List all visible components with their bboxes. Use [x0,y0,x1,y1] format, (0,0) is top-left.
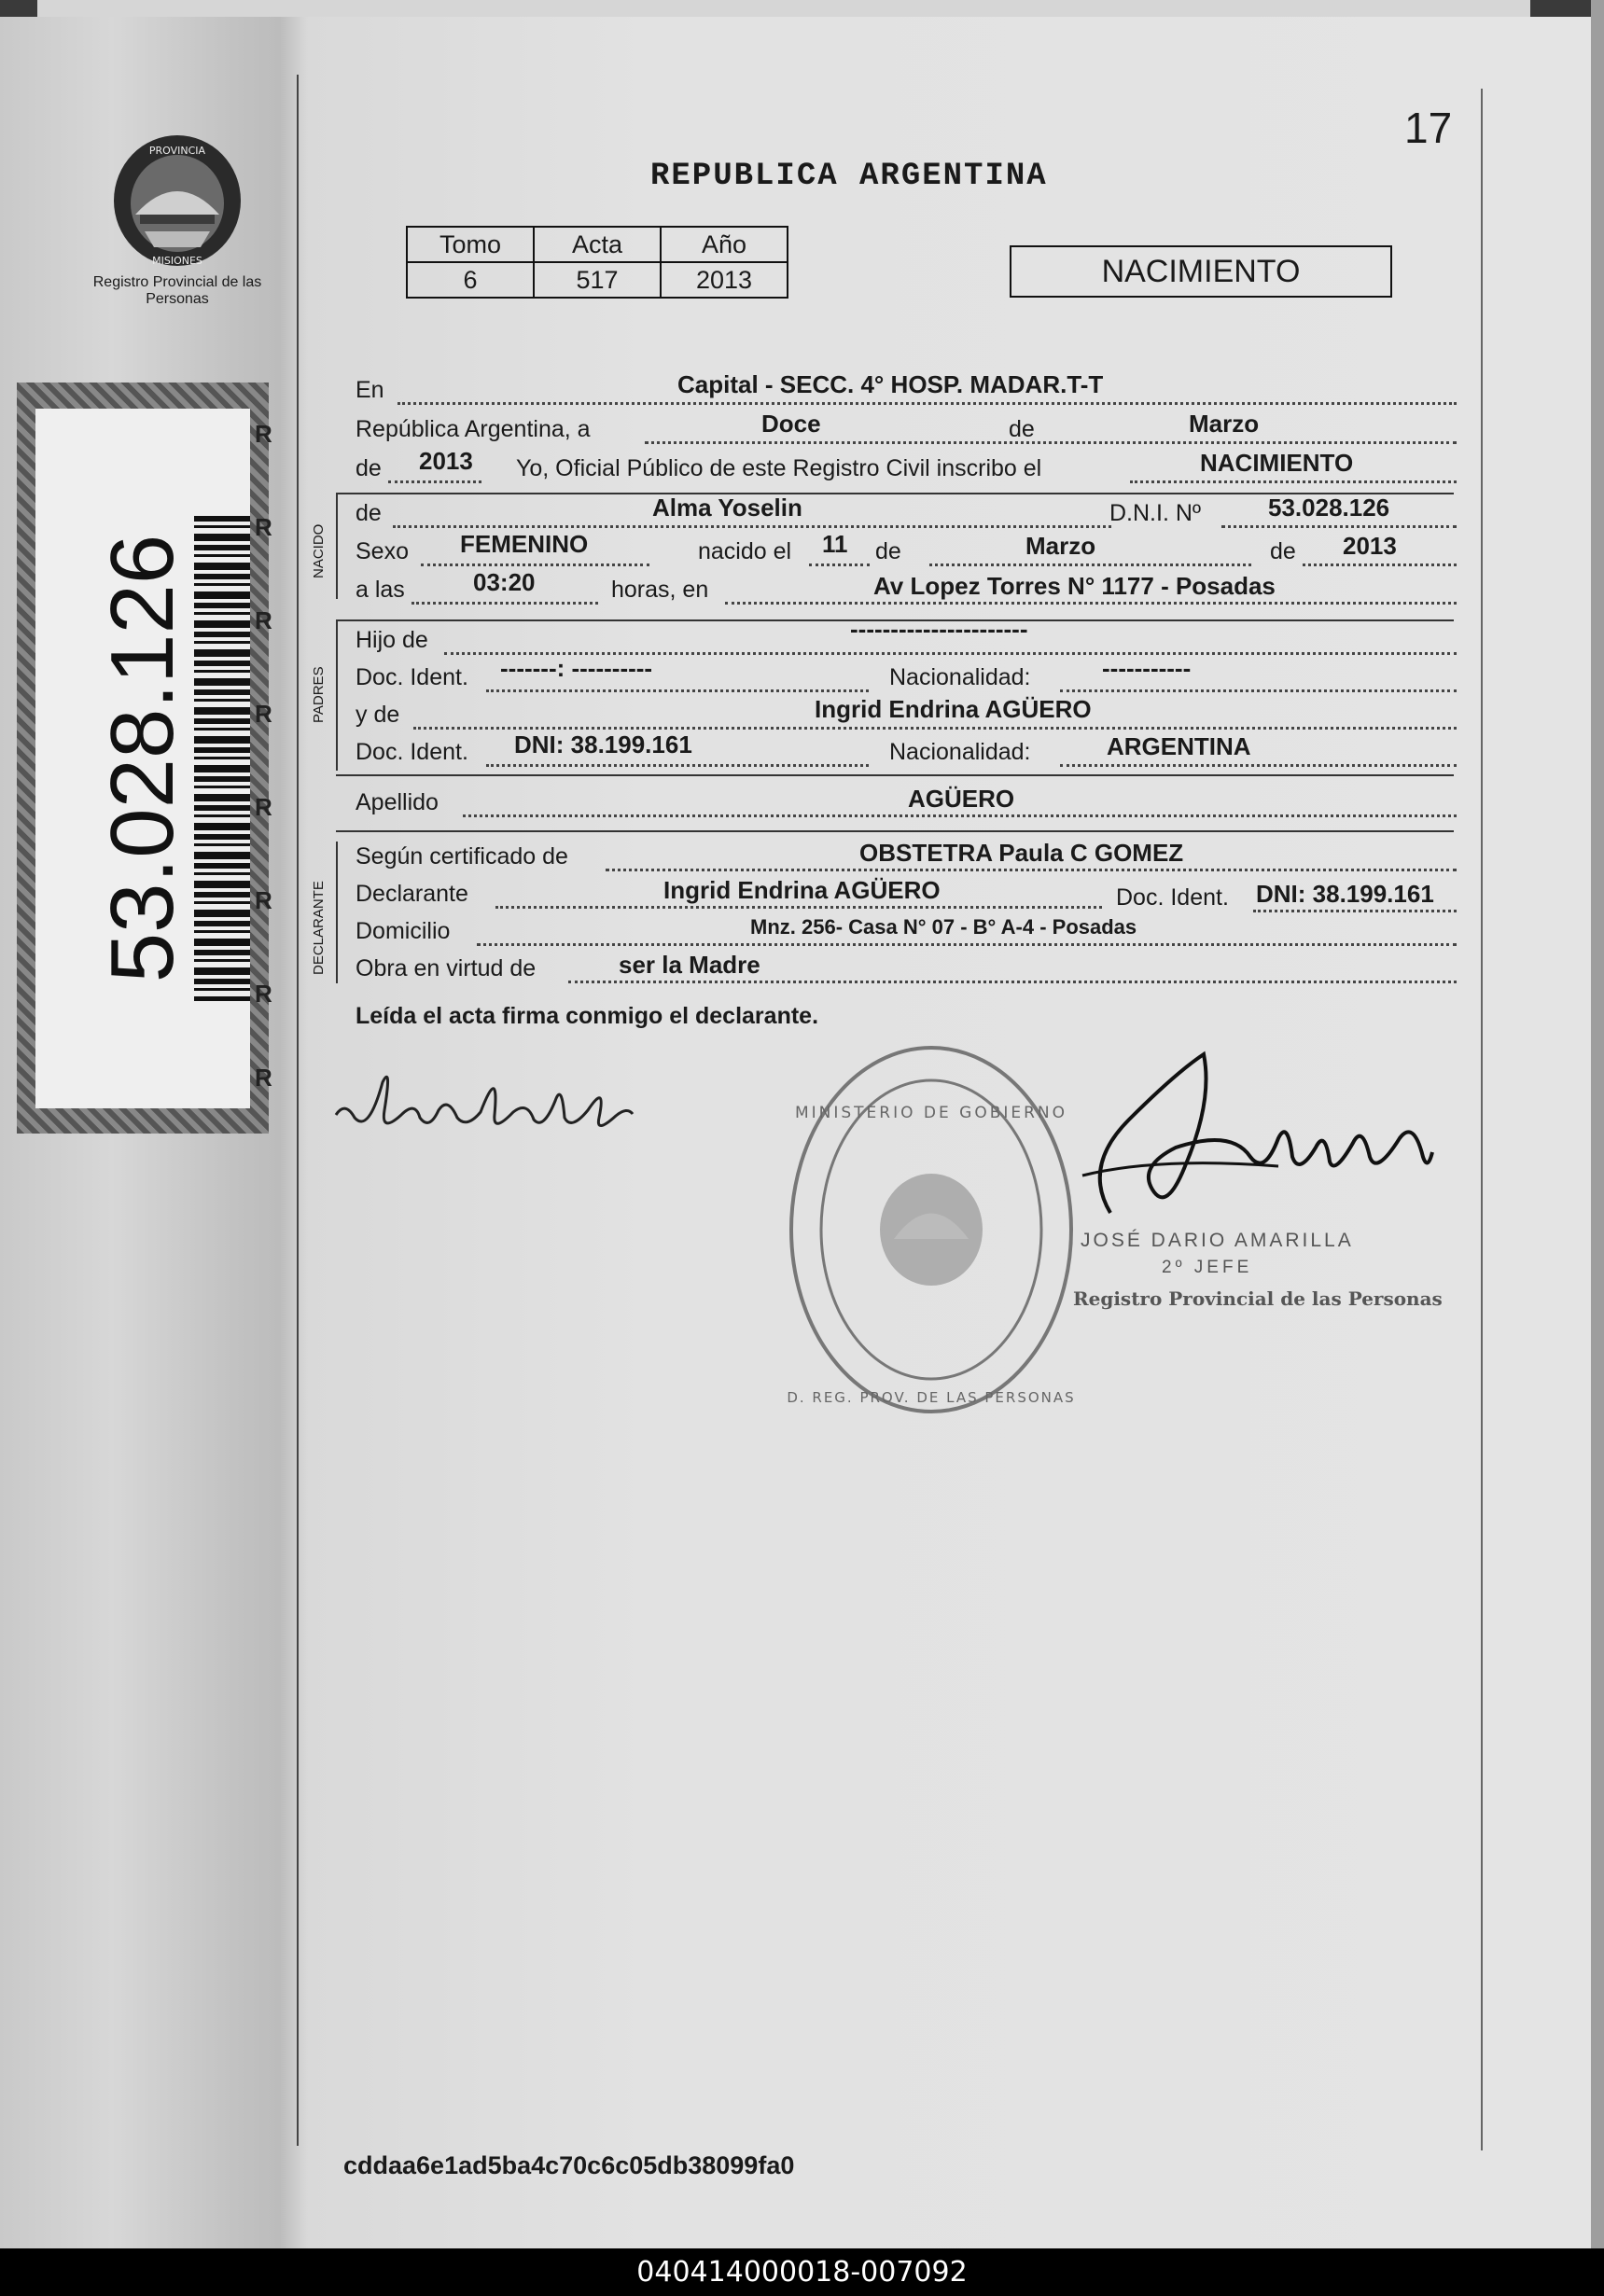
nacido-bracket [336,494,338,599]
declarante-side-label: DECLARANTE [311,881,327,975]
apellido-label: Apellido [356,789,439,815]
declarante-label: Declarante [356,881,468,907]
mes-value: Marzo [1189,410,1260,438]
declarante-bracket [336,842,338,983]
doc1-value: -------: ---------- [500,654,653,682]
padres-bracket [336,621,338,771]
svg-text:MISIONES: MISIONES [152,255,202,267]
barcode-bars [194,516,250,1001]
sexo-label: Sexo [356,538,409,564]
lugar-value: Av Lopez Torres N° 1177 - Posadas [873,572,1276,600]
tomo-value: 6 [407,262,534,298]
nac2-label: Nacionalidad: [889,739,1031,765]
anio-header: Año [661,227,788,262]
record-type-box: NACIMIENTO [1010,245,1392,298]
row-obra [356,950,1457,987]
nacido-side-label: NACIDO [311,523,327,578]
row-hora [356,568,1457,608]
row-domicilio [356,912,1457,950]
logo-caption: Registro Provincial de las Personas [92,274,262,307]
official-stamp [782,1038,1081,1426]
row-certificado [356,838,1457,875]
nac1-value: ----------- [1102,654,1192,682]
barcode-letter: R [255,1064,272,1092]
signatory-org: Registro Provincial de las Personas [1073,1287,1443,1310]
decl-doc-label: Doc. Ident. [1116,884,1229,911]
sexo-value: FEMENINO [460,530,589,558]
declarante-value: Ingrid Endrina AGÜERO [663,876,941,904]
horas-en-label: horas, en [611,577,709,603]
separator [336,830,1454,832]
decl-doc-value: DNI: 38.199.161 [1256,880,1434,908]
barcode-label [17,383,272,1134]
tipo-value: NACIMIENTO [1200,449,1354,477]
nacido-dia: 11 [822,530,848,558]
nacido-de-label: de [875,538,901,564]
dni-label: D.N.I. Nº [1109,500,1202,526]
document-hash: cddaa6e1ad5ba4c70c6c05db38099fa0 [343,2151,795,2179]
hijo-label: Hijo de [356,627,428,653]
dni-value: 53.028.126 [1268,494,1390,522]
acta-header: Acta [534,227,661,262]
obra-value: ser la Madre [619,951,760,979]
padres-side-label: PADRES [311,666,327,723]
acta-value: 517 [534,262,661,298]
row-republica [356,410,1457,448]
officer-signature [1045,1036,1437,1245]
row-doc2 [356,733,1457,771]
nacido-anio-label: de [1270,538,1296,564]
top-scan-edge [0,0,1604,17]
footer-id-bar: 040414000018-007092 [0,2248,1604,2296]
doc2-label: Doc. Ident. [356,739,468,765]
alas-label: a las [356,577,405,603]
barcode-letter: R [255,420,272,448]
dia-value: Doce [761,410,821,438]
apellido-value: AGÜERO [908,785,1015,813]
reference-table [406,226,788,299]
barcode-letter: R [255,793,272,821]
tomo-header: Tomo [407,227,534,262]
nombre-value: Alma Yoselin [652,494,802,522]
nac2-value: ARGENTINA [1107,732,1251,760]
nombre-label: de [356,500,382,526]
republica-label: República Argentina, a [356,416,591,442]
domicilio-label: Domicilio [356,918,451,944]
yo-text: Yo, Oficial Público de este Registro Civil inscribo el [516,455,1042,481]
declarant-signature [327,1045,644,1152]
madre-value: Ingrid Endrina AGÜERO [815,695,1092,723]
de-year-label: de [356,455,382,481]
anio-value: 2013 [419,447,473,475]
barcode-letter: R [255,980,272,1008]
right-scan-edge [1591,0,1604,2248]
barcode-letter: R [255,886,272,914]
row-en [356,371,1457,409]
certificado-value: OBSTETRA Paula C GOMEZ [859,839,1184,867]
en-label: En [356,377,384,403]
doc1-label: Doc. Ident. [356,664,468,690]
document-title: REPUBLICA ARGENTINA [650,159,1048,194]
misiones-emblem-icon [107,131,247,271]
barcode-number: 53.028.126 [92,534,192,983]
hora-value: 03:20 [473,568,536,596]
row-apellido [356,784,1457,821]
separator [336,774,1454,776]
row-yo [356,447,1457,487]
nacido-mes: Marzo [1025,532,1096,560]
yde-label: y de [356,702,400,728]
nacido-label: nacido el [698,538,792,564]
stamp-inner-text: MINISTERIO DE GOBIERNO [794,1104,1068,1122]
certificado-label: Según certificado de [356,843,568,870]
svg-text:D. REG. PROV. DE LAS PERSONAS: D. REG. PROV. DE LAS PERSONAS [787,1389,1076,1406]
signatory-role: 2º JEFE [1162,1258,1253,1277]
nacido-anio: 2013 [1343,532,1397,560]
left-margin-line [297,75,299,2146]
nac1-label: Nacionalidad: [889,664,1031,690]
anio-value: 2013 [661,262,788,298]
doc2-value: DNI: 38.199.161 [514,731,692,758]
obra-label: Obra en virtud de [356,955,537,981]
de-label: de [1009,416,1035,442]
en-value: Capital - SECC. 4° HOSP. MADAR.T-T [677,370,1104,398]
row-declarante [356,875,1457,912]
signatory-name: JOSÉ DARIO AMARILLA [1081,1230,1354,1251]
barcode-letter: R [255,700,272,728]
hijo-value: ---------------------- [850,615,1028,643]
domicilio-value: Mnz. 256- Casa N° 07 - B° A-4 - Posadas [750,915,1137,939]
closing-text: Leída el acta firma conmigo el declarante. [356,1003,819,1029]
registry-logo [84,131,271,308]
emblem-text: PROVINCIA [148,145,206,157]
barcode-letter: R [255,513,272,541]
right-margin-line [1481,89,1483,2150]
page-number: 17 [1404,104,1453,152]
barcode-letter: R [255,606,272,634]
